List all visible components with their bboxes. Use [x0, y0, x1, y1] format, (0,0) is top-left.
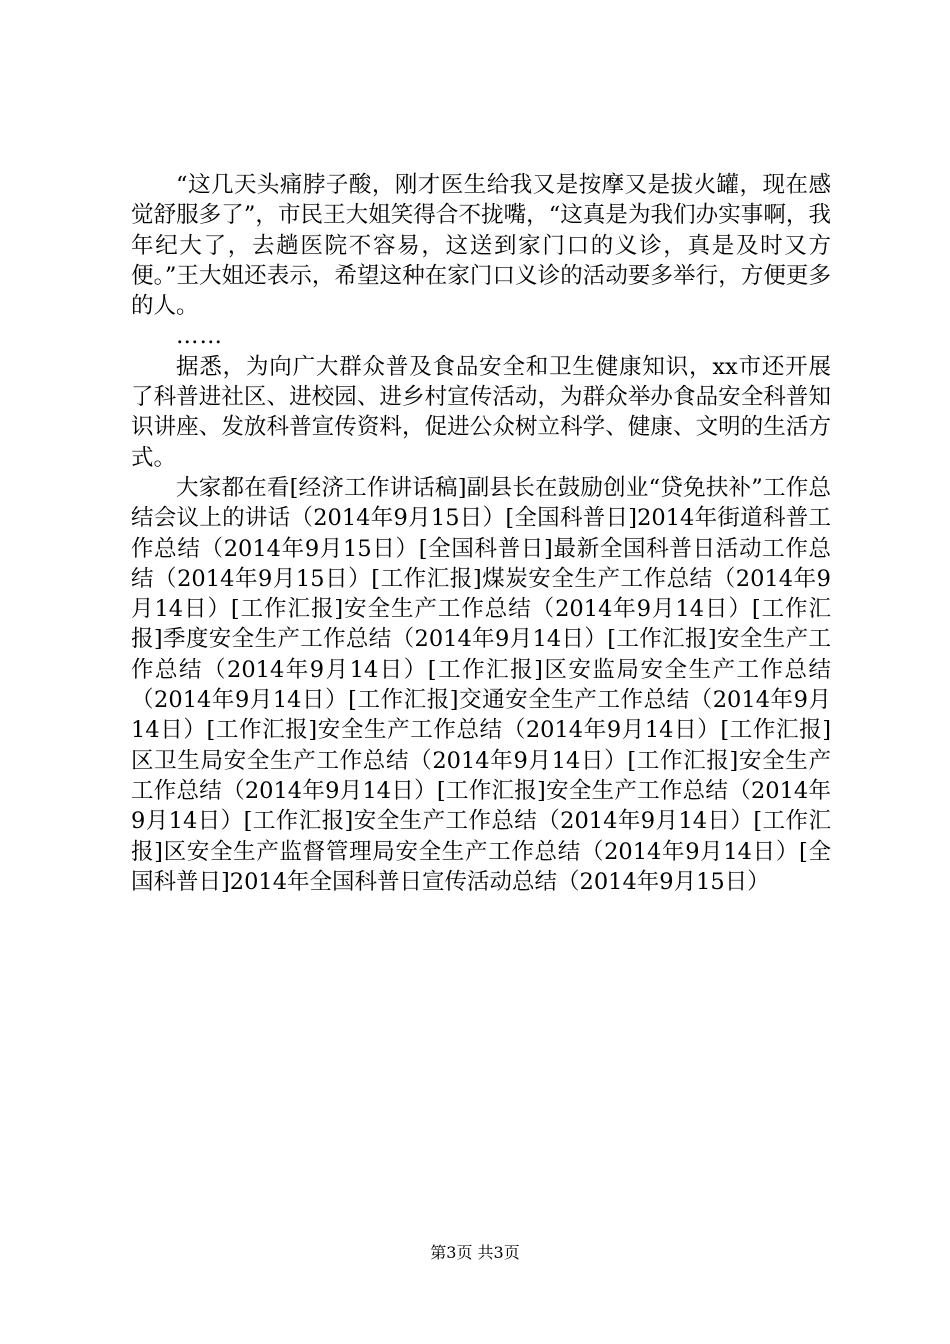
ellipsis-separator: …… [176, 323, 223, 350]
document-body [131, 170, 831, 897]
page-footer: 第3页 共3页 [430, 1243, 520, 1262]
paragraph-science-outreach: 据悉，为向广大群众普及食品安全和卫生健康知识，xx市还开展了科普进社区、进校园、进乡村宣传活动，为群众举办食品安全科普知识讲座、发放科普宣传资料，促进公众树立科学、健康、文明的生活方式。 [131, 353, 831, 471]
paragraph-quote: “这几天头痛脖子酸，刚才医生给我又是按摩又是拔火罐，现在感觉舒服多了”，市民王大姐笑得合不拢嘴，“这真是为我们办实事啊，我年纪大了，去趟医院不容易，这送到家门口的义诊，真是及时又方便。”王大姐还表示，希望这种在家门口义诊的活动要多举行，方便更多的人。 [131, 172, 831, 320]
paragraph-related-articles: 大家都在看[经济工作讲话稿]副县长在鼓励创业“贷免扶补”工作总结会议上的讲话（2014年9月15日）[全国科普日]2014年街道科普工作总结（2014年9月15日）[全国科普日]最新全国科普日活动工作总结（2014年9月15日）[工作汇报]煤炭安全生产工作总结（2014年9月14日）[工作汇报]安全生产工作总结（2014年9月14日）[工作汇报]季度安全生产工作总结（2014年9月14日）[工作汇报]安全生产工作总结（2014年9月14日）[工作汇报]区安监局安全生产工作总结（2014年9月14日）[工作汇报]交通安全生产工作总结（2014年9月14日）[工作汇报]安全生产工作总结（2014年9月14日）[工作汇报]区卫生局安全生产工作总结（2014年9月14日）[工作汇报]安全生产工作总结（2014年9月14日）[工作汇报]安全生产工作总结（2014年9月14日）[工作汇报]安全生产工作总结（2014年9月14日）[工作汇报]区安全生产监督管理局安全生产工作总结（2014年9月14日）[全国科普日]2014年全国科普日宣传活动总结（2014年9月15日） [131, 474, 831, 895]
